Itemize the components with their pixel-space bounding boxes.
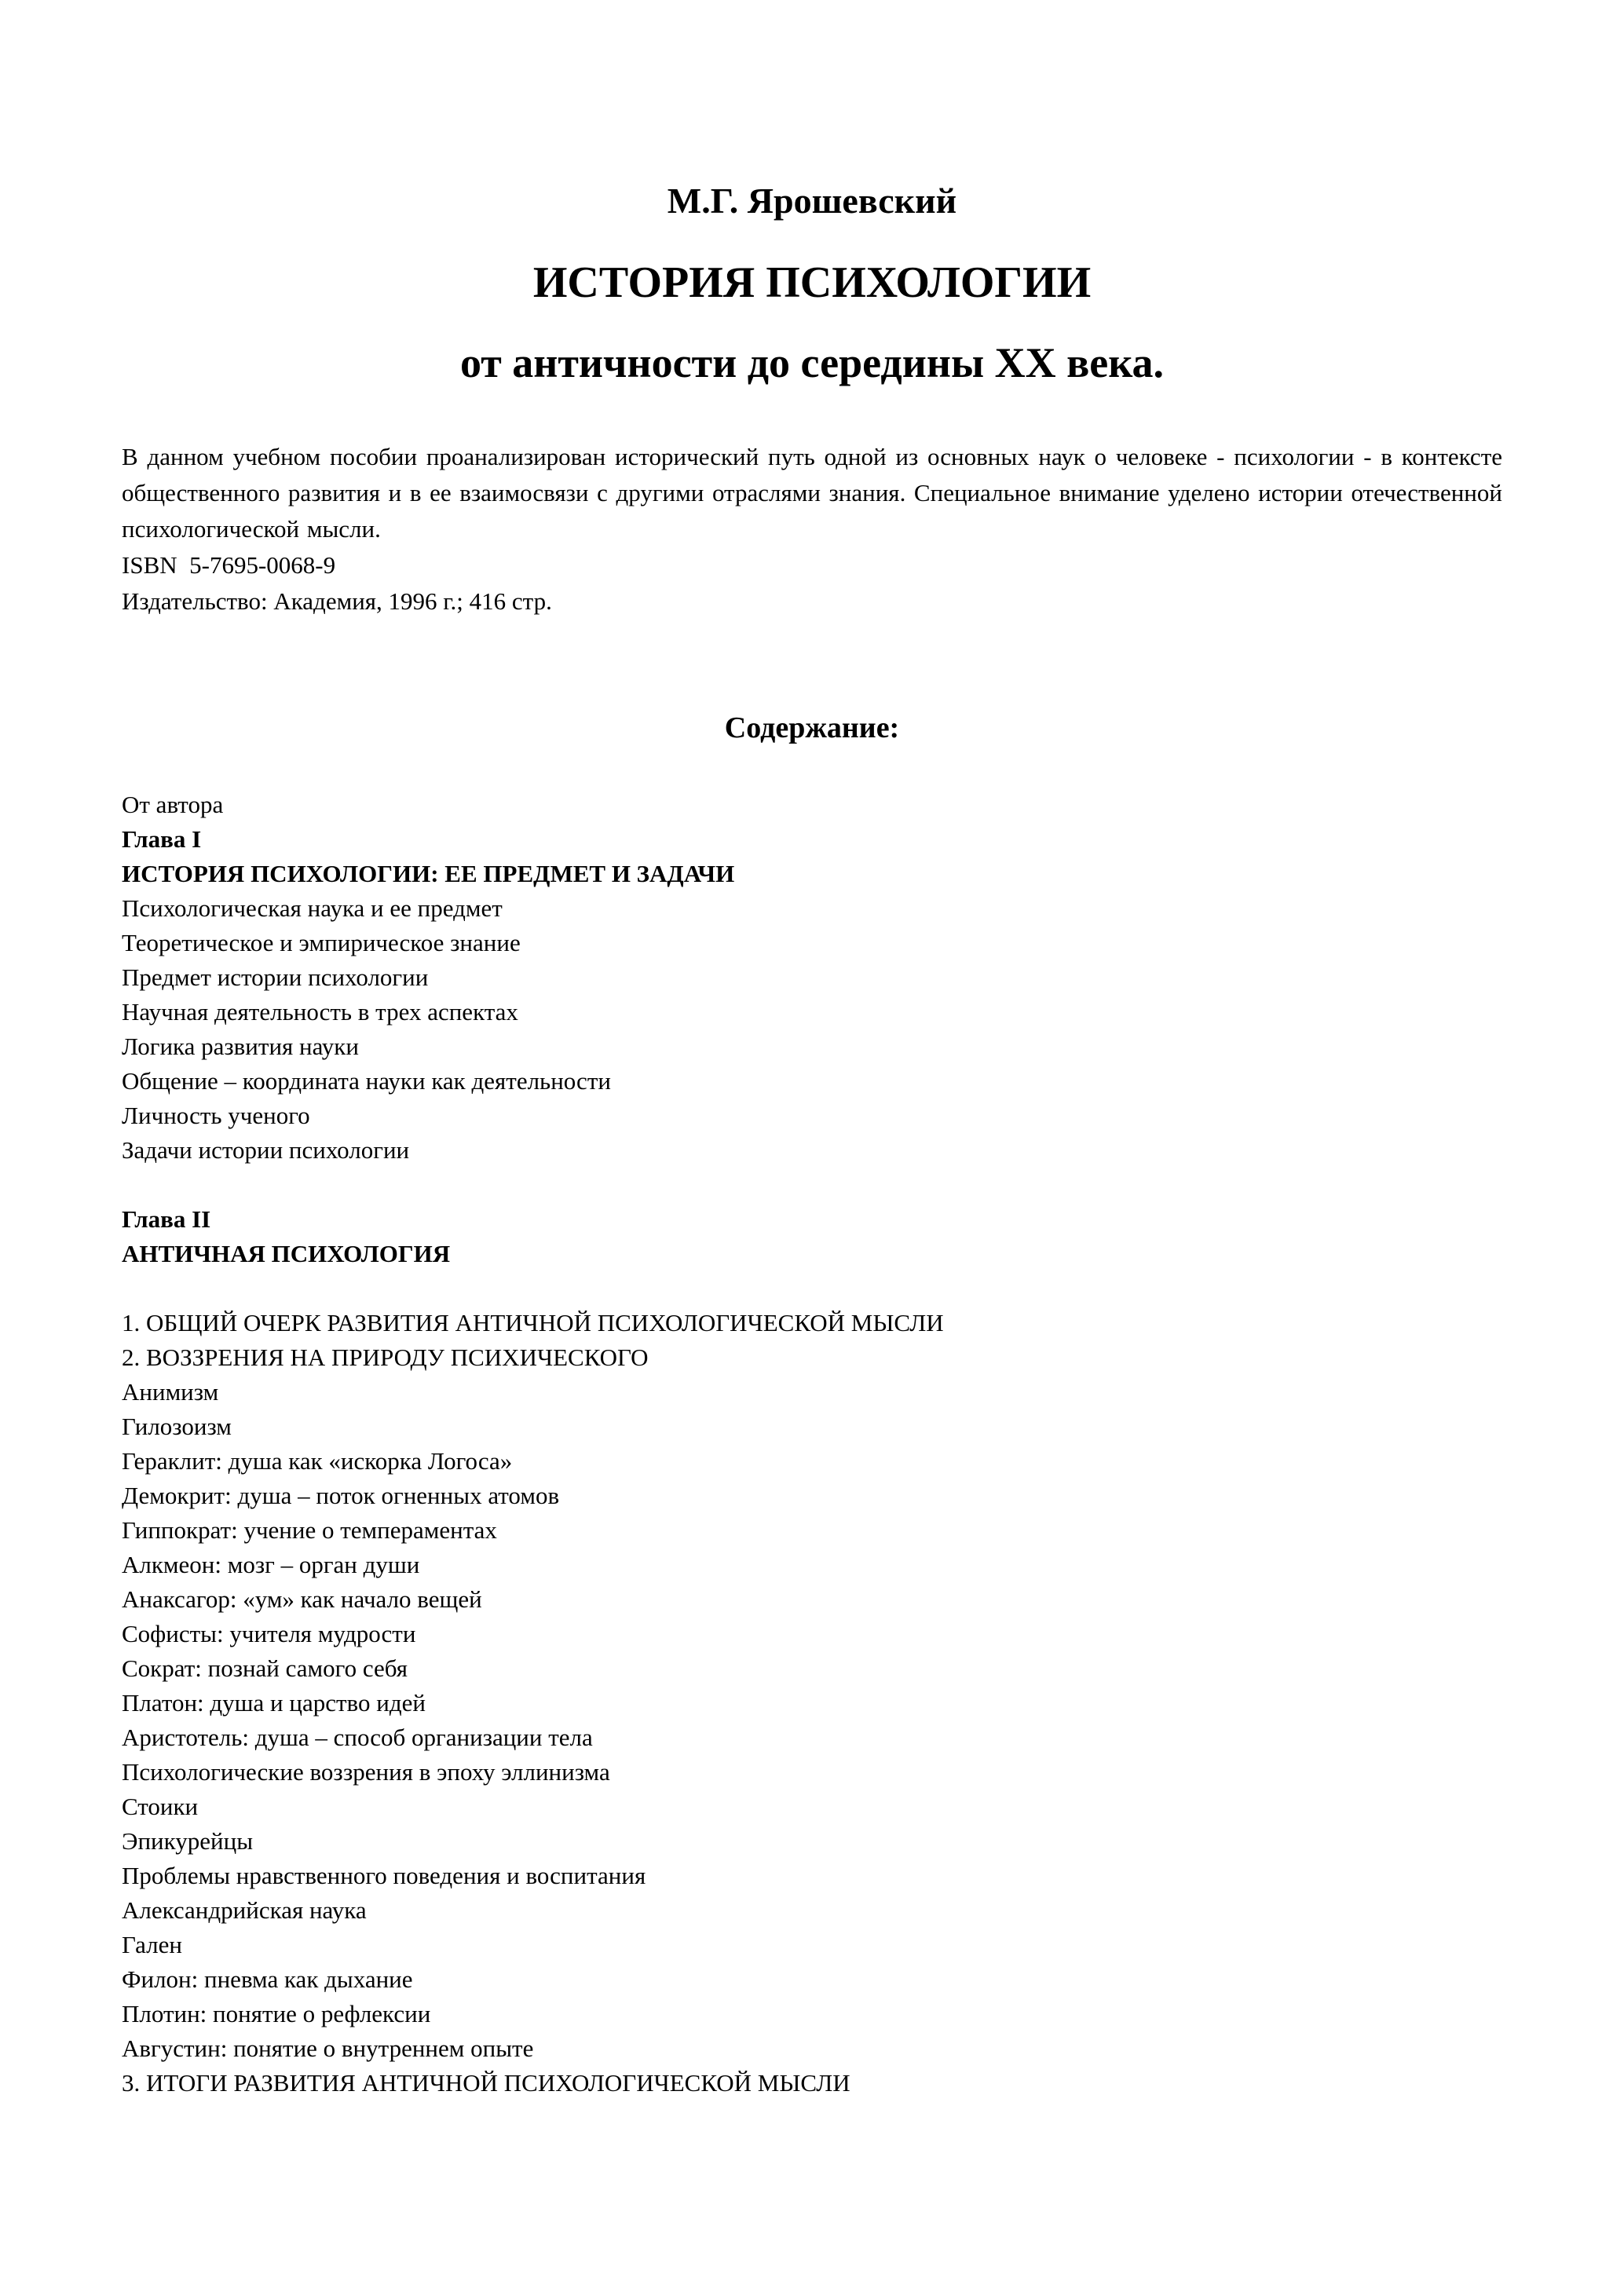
- toc-item: Софисты: учителя мудрости: [122, 1619, 416, 1647]
- toc-item: Научная деятельность в трех аспектах: [122, 997, 518, 1026]
- table-of-contents: [122, 788, 1502, 2100]
- toc-item: Александрийская наука: [122, 1896, 367, 1924]
- book-subtitle: от античности до середины XX века.: [459, 339, 1165, 387]
- toc-item: Стоики: [122, 1792, 199, 1820]
- toc-item: ИСТОРИЯ ПСИХОЛОГИИ: ЕЕ ПРЕДМЕТ И ЗАДАЧИ: [122, 859, 735, 887]
- toc-item: Задачи истории психологии: [122, 1135, 410, 1164]
- publisher-line: Издательство: Академия, 1996 г.; 416 стр.: [122, 587, 552, 616]
- toc-item: Логика развития науки: [122, 1032, 359, 1060]
- annotation-paragraph: В данном учебном пособии проанализирован исторический путь одной из основных наук о человеке - психологии - в контексте общественного развития и в ее взаимосвязи с другими отраслями знания. Специальное внимание уделено истории отечественной психологической мысли.: [122, 443, 1502, 543]
- toc-item: Проблемы нравственного поведения и воспитания: [122, 1861, 646, 1889]
- toc-item: Гераклит: душа как «искорка Логоса»: [122, 1446, 513, 1475]
- toc-item: Филон: пневма как дыхание: [122, 1965, 413, 1993]
- toc-item: АНТИЧНАЯ ПСИХОЛОГИЯ: [122, 1239, 451, 1267]
- toc-item: 2. ВОЗЗРЕНИЯ НА ПРИРОДУ ПСИХИЧЕСКОГО: [122, 1343, 649, 1371]
- toc-item: Плотин: понятие о рефлексии: [122, 1999, 431, 2027]
- toc-item: Предмет истории психологии: [122, 963, 429, 991]
- toc-item: Эпикурейцы: [122, 1826, 254, 1855]
- toc-item: Психологические воззрения в эпоху эллинизма: [122, 1757, 610, 1786]
- toc-item: Гиппократ: учение о темпераментах: [122, 1515, 497, 1544]
- toc-item: 3. ИТОГИ РАЗВИТИЯ АНТИЧНОЙ ПСИХОЛОГИЧЕСКОЙ МЫСЛИ: [122, 2068, 850, 2097]
- toc-item: От автора: [122, 790, 224, 818]
- toc-item: Общение – координата науки как деятельности: [122, 1066, 611, 1095]
- toc-item: Теоретическое и эмпирическое знание: [122, 928, 521, 956]
- toc-item: Психологическая наука и ее предмет: [122, 894, 503, 922]
- toc-item: Анимизм: [122, 1377, 219, 1406]
- contents-heading: Содержание:: [724, 711, 900, 745]
- book-title: ИСТОРИЯ ПСИХОЛОГИИ: [532, 258, 1092, 308]
- toc-item: Глава I: [122, 824, 202, 853]
- toc-item: Демокрит: душа – поток огненных атомов: [122, 1481, 560, 1509]
- toc-item: Анаксагор: «ум» как начало вещей: [122, 1585, 482, 1613]
- toc-item: Гилозоизм: [122, 1412, 232, 1440]
- book-author: М.Г. Ярошевский: [667, 181, 957, 221]
- toc-item: Алкмеон: мозг – орган души: [122, 1550, 420, 1578]
- toc-item: Глава II: [122, 1205, 211, 1233]
- toc-item: Августин: понятие о внутреннем опыте: [122, 2034, 534, 2062]
- toc-item: Аристотель: душа – способ организации тела: [122, 1723, 593, 1751]
- toc-item: 1. ОБЩИЙ ОЧЕРК РАЗВИТИЯ АНТИЧНОЙ ПСИХОЛОГИЧЕСКОЙ МЫСЛИ: [122, 1308, 944, 1336]
- toc-item: Сократ: познай самого себя: [122, 1654, 408, 1682]
- toc-item: Личность ученого: [122, 1101, 310, 1129]
- toc-item: Платон: душа и царство идей: [122, 1688, 426, 1717]
- toc-item: Гален: [122, 1930, 183, 1958]
- isbn-line: ISBN 5-7695-0068-9: [122, 551, 336, 579]
